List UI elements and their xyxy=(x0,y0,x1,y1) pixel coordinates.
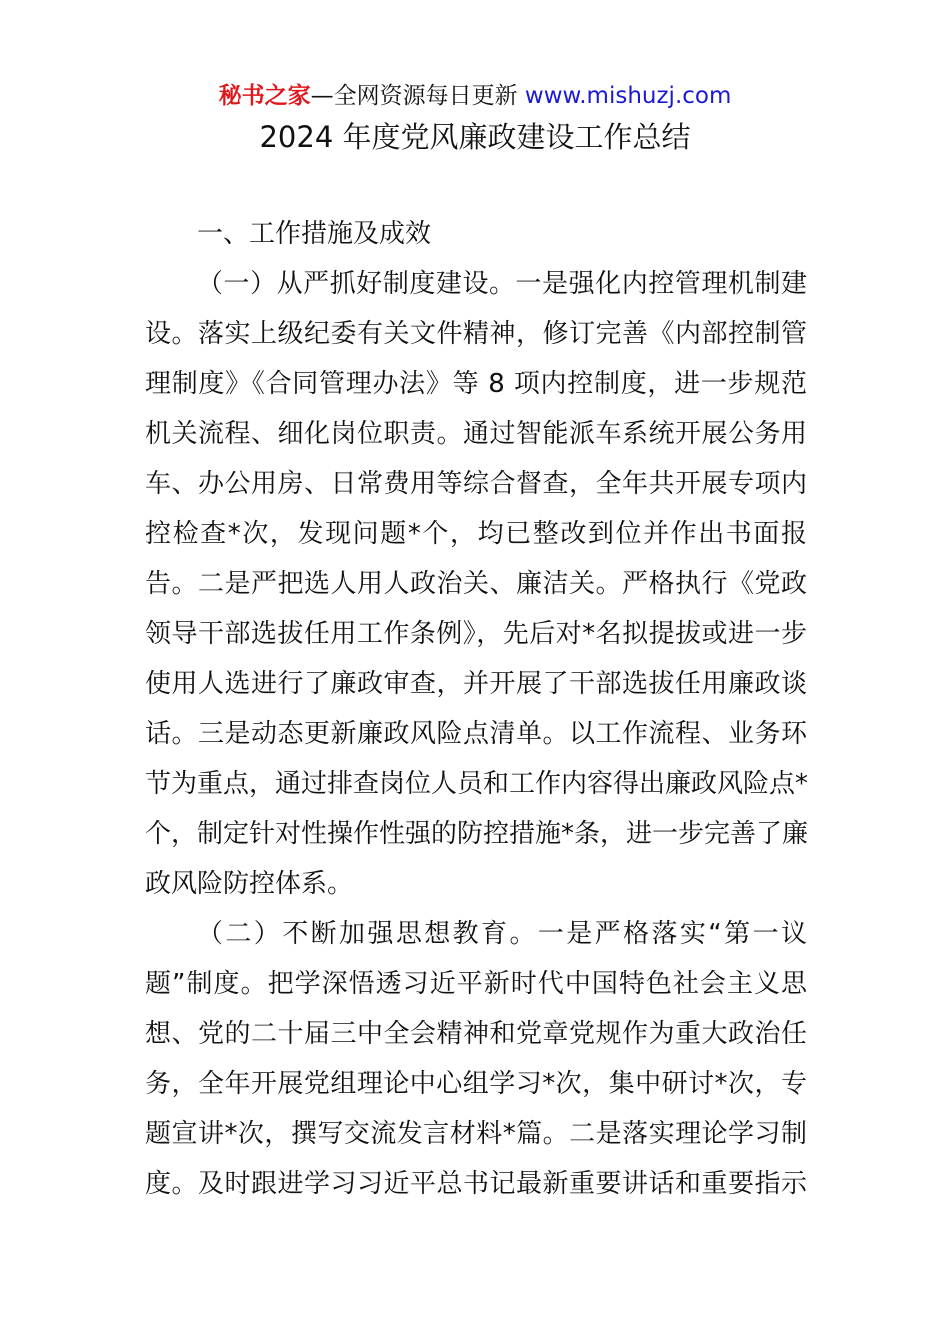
document-body xyxy=(145,209,807,1209)
paragraph-line: 领导干部选拔任用工作条例》，先后对*名拟提拔或进一步 xyxy=(145,619,807,649)
site-header xyxy=(0,80,950,112)
paragraph-line: 设。落实上级纪委有关文件精神，修订完善《内部控制管 xyxy=(145,319,807,349)
site-url[interactable]: www.mishuzj.com xyxy=(524,83,732,109)
site-tagline: —全网资源每日更新 xyxy=(310,83,525,109)
paragraph-line: 理制度》《合同管理办法》等 8 项内控制度，进一步规范 xyxy=(145,369,807,399)
paragraph-line: 务，全年开展党组理论中心组学习*次，集中研讨*次，专 xyxy=(145,1069,807,1099)
paragraph-line: 题”制度。把学深悟透习近平新时代中国特色社会主义思 xyxy=(145,969,807,999)
paragraph-line: 政风险防控体系。 xyxy=(145,869,354,899)
paragraph-line: 告。二是严把选人用人政治关、廉洁关。严格执行《党政 xyxy=(145,569,807,599)
paragraph-line: 个，制定针对性操作性强的防控措施*条，进一步完善了廉 xyxy=(145,819,809,849)
paragraph-line: 车、办公用房、日常费用等综合督查，全年共开展专项内 xyxy=(145,469,807,499)
paragraph-line: 使用人选进行了廉政审查，并开展了干部选拔任用廉政谈 xyxy=(145,669,807,699)
section-heading: 一、工作措施及成效 xyxy=(197,219,432,249)
paragraph-line: 节为重点，通过排查岗位人员和工作内容得出廉政风险点* xyxy=(145,769,809,799)
paragraph-line: 控检查*次，发现问题*个，均已整改到位并作出书面报 xyxy=(145,519,807,549)
paragraph-line: 题宣讲*次，撰写交流发言材料*篇。二是落实理论学习制 xyxy=(145,1119,807,1149)
paragraph-line: 机关流程、细化岗位职责。通过智能派车系统开展公务用 xyxy=(145,419,807,449)
document-title: 2024 年度党风廉政建设工作总结 xyxy=(259,120,691,154)
paragraph-line: 话。三是动态更新廉政风险点清单。以工作流程、业务环 xyxy=(145,719,807,749)
paragraph-line: 想、党的二十届三中全会精神和党章党规作为重大政治任 xyxy=(145,1019,807,1049)
site-brand: 秘书之家 xyxy=(218,83,311,109)
paragraph-line: 度。及时跟进学习习近平总书记最新重要讲话和重要指示 xyxy=(145,1169,807,1199)
paragraph-line: （二）不断加强思想教育。一是严格落实“第一议 xyxy=(197,919,807,949)
paragraph-line: （一）从严抓好制度建设。一是强化内控管理机制建 xyxy=(197,269,807,299)
